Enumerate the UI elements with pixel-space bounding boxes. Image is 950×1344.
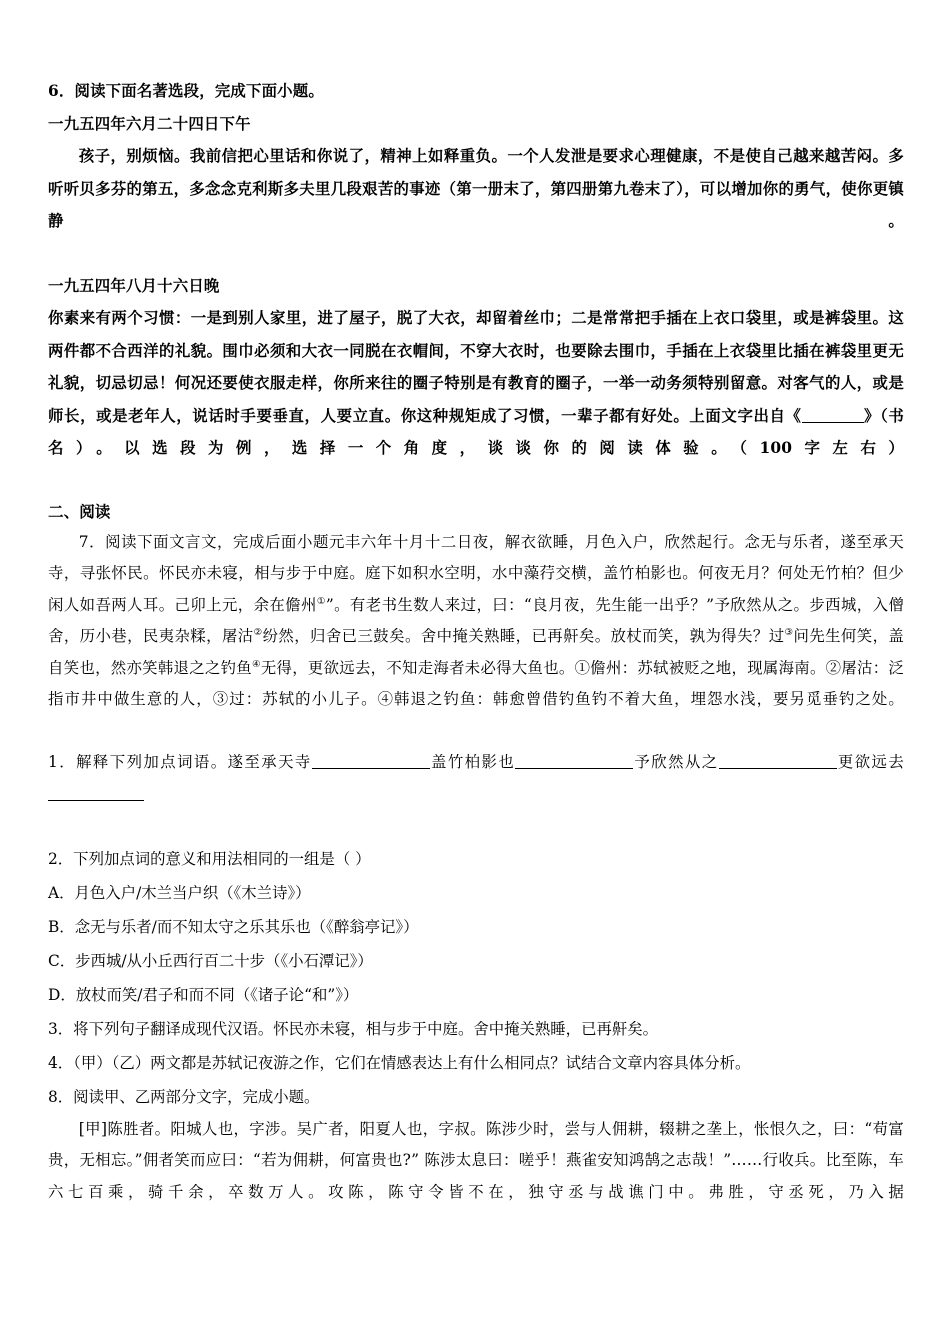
question-8-passage: [甲]陈胜者。阳城人也，字涉。吴广者，阳夏人也，字叔。陈涉少时，尝与人佣耕，辍耕之垄上，怅恨久之，曰：“苟富贵，无相忘。”佣者笑而应曰：“若为佣耕，何富贵也?” 陈涉太息曰：嗟乎！燕雀安知鸿鹄之志哉！”……行收兵。比至陈，车六七百乘，骑千余，卒数万人。攻陈，陈守令皆不在，独守丞与战谯门中。弗胜，守丞死，乃入据 bbox=[48, 1119, 904, 1201]
section-heading-reading: 二、阅读 bbox=[48, 501, 111, 521]
answer-blank-4[interactable] bbox=[48, 785, 144, 801]
letter-date-1: 一九五四年六月二十四日下午 bbox=[48, 115, 251, 133]
letter-paragraph-2-text-b: 》（书名）。以选段为例，选择一个角度，谈谈你的阅读体验。（100字左右） bbox=[48, 406, 904, 458]
question-7-text-c: 纷然，归舍已三鼓矣。舍中掩关熟睡，已再鼾矣。放杖而笑，孰为得失？过 bbox=[262, 627, 785, 646]
document-body bbox=[48, 74, 904, 1240]
question-7-passage bbox=[48, 527, 904, 748]
question-7-text-b: ”。有老书生数人来过，曰：“良月夜，先生能一出乎？”予欣然从之。步西城，入僧舍，历小巷，民夷杂糅，屠沽 bbox=[48, 595, 904, 646]
section-reading bbox=[48, 497, 904, 1240]
option-d[interactable]: D．放杖而笑/君子和而不同（《诸子论“和”》） bbox=[48, 985, 359, 1004]
footnote-marker-3: ③ bbox=[784, 627, 794, 639]
option-c[interactable]: C．步西城/从小丘西行百二十步（《小石潭记》） bbox=[48, 951, 373, 970]
answer-blank-2[interactable] bbox=[515, 754, 633, 770]
sub-question-4: 4．（甲）（乙）两文都是苏轼记夜游之作，它们在情感表达上有什么相同点？试结合文章内容具体分析。 bbox=[48, 1053, 751, 1072]
option-b[interactable]: B．念无与乐者/而不知太守之乐其乐也（《醉翁亭记》） bbox=[48, 917, 419, 936]
footnote-marker-1: ① bbox=[316, 595, 326, 607]
question-7-text-a: 7．阅读下面文言文，完成后面小题元丰六年十月十二日夜，解衣欲睡，月色入户，欣然起行。念无与乐者，遂至承天寺，寻张怀民。怀民亦未寝，相与步于中庭。庭下如积水空明，水中藻荇交横，盖竹柏影也。何夜无月？何处无竹柏？但少闲人如吾两人耳。己卯上元，余在儋州 bbox=[48, 532, 904, 614]
question-7-text-d: 问先生何笑，盖自笑也，然亦笑韩退之之钓鱼 bbox=[48, 627, 905, 677]
question-6-block bbox=[48, 74, 904, 497]
answer-blank-3[interactable] bbox=[719, 754, 837, 770]
book-title-blank[interactable] bbox=[802, 407, 864, 423]
sub-question-1-term-3: 予欣然从之 bbox=[633, 753, 719, 772]
question-7-text-e: 无得，更欲远去，不知走海者未必得大鱼也。①儋州：苏轼被贬之地，现属海南。②屠沽：泛指市井中做生意的人，③过：苏轼的小儿子。④韩退之钓鱼：韩愈曾借钓鱼钓不着大鱼，埋怨水浅，要另觅垂钓之处。 bbox=[48, 658, 904, 709]
letter-paragraph-1: 孩子，别烦恼。我前信把心里话和你说了，精神上如释重负。一个人发泄是要求心理健康，不是使自己越来越苦闷。多听听贝多芬的第五，多念念克利斯多夫里几段艰苦的事迹（第一册末了，第四册第九卷末了），可以增加你的勇气，使你更镇静。 bbox=[48, 147, 904, 231]
footnote-marker-4: ④ bbox=[251, 658, 261, 670]
answer-blank-1[interactable] bbox=[312, 754, 430, 770]
letter-date-2: 一九五四年八月十六日晚 bbox=[48, 277, 220, 296]
letter-paragraph-2-text-a: 你素来有两个习惯：一是到别人家里，进了屋子，脱了大衣，却留着丝巾；二是常常把手插在上衣口袋里，或是裤袋里。这两件都不合西洋的礼貌。围巾必须和大衣一同脱在衣帽间，不穿大衣时，也要除去围巾，手插在上衣袋里比插在裤袋里更无礼貌，切忌切忌！何况还要使衣服走样，你所来往的圈子特别是有教育的圈子，一举一动务须特别留意。对客气的人，或是师长，或是老年人，说话时手要垂直，人要立直。你这种规矩成了习惯，一辈子都有好处。上面文字出自《 bbox=[48, 309, 904, 425]
sub-question-1-term-4: 更欲远去 bbox=[836, 753, 904, 772]
footnote-marker-2: ② bbox=[253, 627, 263, 639]
sub-question-1-term-2: 盖竹柏影也 bbox=[429, 753, 516, 772]
sub-question-3: 3．将下列句子翻译成现代汉语。怀民亦未寝，相与步于中庭。舍中掩关熟睡，已再鼾矣。 bbox=[48, 1019, 659, 1038]
question-6-stem: 6．阅读下面名著选段，完成下面小题。 bbox=[48, 82, 324, 100]
sub-question-1 bbox=[48, 747, 904, 842]
sub-question-1-label: 1．解释下列加点词语。遂至承天寺 bbox=[48, 753, 312, 772]
option-a[interactable]: A．月色入户/木兰当户织（《木兰诗》） bbox=[48, 883, 311, 902]
question-8-stem: 8．阅读甲、乙两部分文字，完成小题。 bbox=[48, 1087, 320, 1106]
letter-paragraph-2 bbox=[48, 302, 904, 496]
sub-question-2: 2．下列加点词的意义和用法相同的一组是（ ） bbox=[48, 849, 371, 868]
